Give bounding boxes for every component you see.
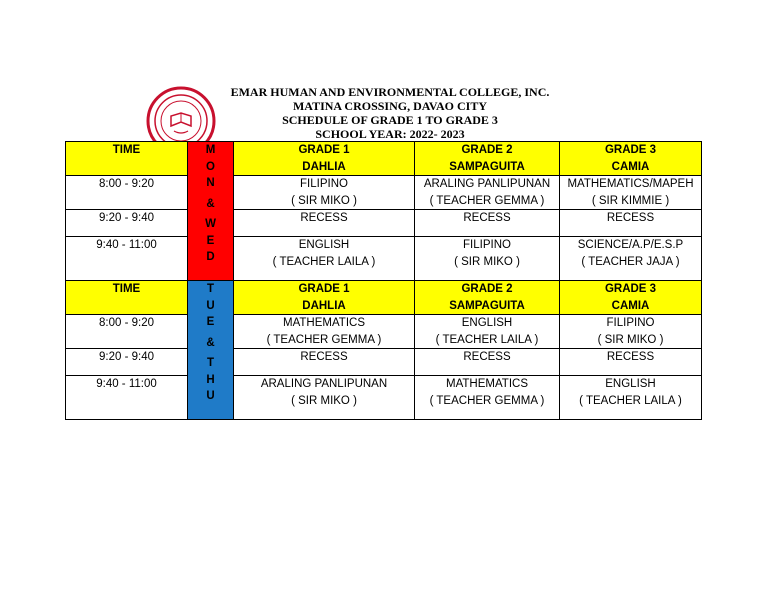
grade1-cell: ENGLISH ( TEACHER LAILA ) [234, 237, 415, 281]
time-cell: 9:20 - 9:40 [66, 210, 188, 237]
time-header: TIME [66, 142, 188, 176]
time-cell: 8:00 - 9:20 [66, 315, 188, 349]
table-row [66, 349, 702, 376]
table-row [66, 315, 702, 349]
time-cell: 9:40 - 11:00 [66, 237, 188, 281]
time-cell: 9:40 - 11:00 [66, 376, 188, 420]
grade2-header: GRADE 2 SAMPAGUITA [415, 281, 560, 315]
grade2-cell: ENGLISH ( TEACHER LAILA ) [415, 315, 560, 349]
time-cell: 8:00 - 9:20 [66, 176, 188, 210]
grade1-cell: MATHEMATICS ( TEACHER GEMMA ) [234, 315, 415, 349]
grade3-header: GRADE 3 CAMIA [560, 281, 702, 315]
school-header [190, 85, 590, 141]
school-year: SCHOOL YEAR: 2022- 2023 [315, 127, 465, 141]
school-address: MATINA CROSSING, DAVAO CITY [292, 99, 488, 113]
grade3-header: GRADE 3 CAMIA [560, 142, 702, 176]
time-header: TIME [66, 281, 188, 315]
grade3-cell: FILIPINO ( SIR MIKO ) [560, 315, 702, 349]
school-name: EMAR HUMAN AND ENVIRONMENTAL COLLEGE, INC. [230, 85, 550, 99]
table-row [66, 376, 702, 420]
table-row [66, 176, 702, 210]
grade2-cell: ARALING PANLIPUNAN ( TEACHER GEMMA ) [415, 176, 560, 210]
grade3-cell: MATHEMATICS/MAPEH ( SIR KIMMIE ) [560, 176, 702, 210]
grade2-cell: RECESS [415, 210, 560, 237]
grade3-cell: ENGLISH ( TEACHER LAILA ) [560, 376, 702, 420]
time-cell: 9:20 - 9:40 [66, 349, 188, 376]
header-row-tue-thu [66, 281, 702, 315]
grade1-cell: RECESS [234, 349, 415, 376]
grade3-cell: SCIENCE/A.P/E.S.P ( TEACHER JAJA ) [560, 237, 702, 281]
grade2-cell: RECESS [415, 349, 560, 376]
grade1-header: GRADE 1 DAHLIA [234, 142, 415, 176]
table-row [66, 237, 702, 281]
table-row [66, 210, 702, 237]
grade3-cell: RECESS [560, 210, 702, 237]
grade2-cell: FILIPINO ( SIR MIKO ) [415, 237, 560, 281]
grade2-header: GRADE 2 SAMPAGUITA [415, 142, 560, 176]
grade1-cell: FILIPINO ( SIR MIKO ) [234, 176, 415, 210]
day-column-mon-wed: M O N & W E D [188, 142, 234, 281]
header-row-mon-wed [66, 142, 702, 176]
schedule-table [65, 141, 702, 420]
day-column-tue-thu: T U E & T H U [188, 281, 234, 420]
grade2-cell: MATHEMATICS ( TEACHER GEMMA ) [415, 376, 560, 420]
grade3-cell: RECESS [560, 349, 702, 376]
grade1-cell: RECESS [234, 210, 415, 237]
grade1-cell: ARALING PANLIPUNAN ( SIR MIKO ) [234, 376, 415, 420]
schedule-title: SCHEDULE OF GRADE 1 TO GRADE 3 [282, 113, 498, 127]
grade1-header: GRADE 1 DAHLIA [234, 281, 415, 315]
